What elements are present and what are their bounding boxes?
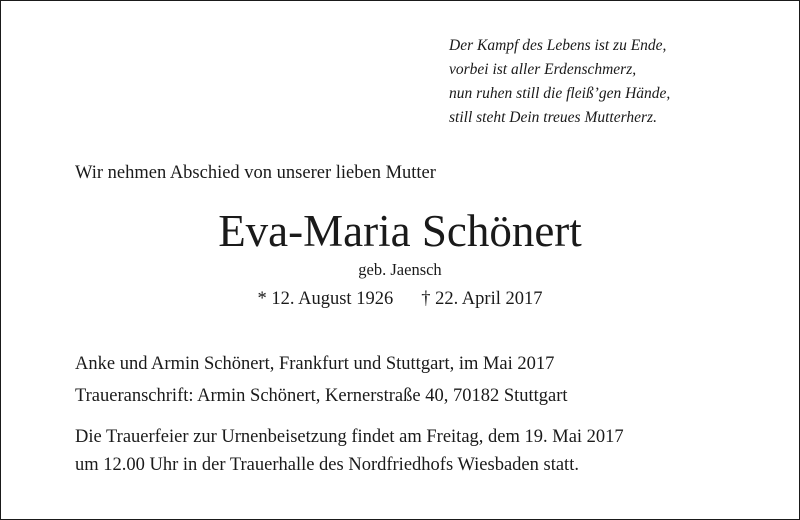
mourning-address: Traueranschrift: Armin Schönert, Kernerstraße 40, 70182 Stuttgart bbox=[75, 386, 568, 406]
intro-text: Wir nehmen Abschied von unserer lieben Mutter bbox=[75, 163, 436, 183]
poem-line: vorbei ist aller Erdenschmerz, bbox=[449, 61, 637, 78]
ceremony-line: Die Trauerfeier zur Urnenbeisetzung findet am Freitag, dem 19. Mai 2017 bbox=[75, 427, 624, 447]
poem-line: nun ruhen still die fleiß’gen Hände, bbox=[449, 85, 671, 102]
maiden-name: geb. Jaensch bbox=[358, 260, 442, 279]
poem-line: Der Kampf des Lebens ist zu Ende, bbox=[449, 37, 667, 54]
ceremony-line: um 12.00 Uhr in der Trauerhalle des Nordfriedhofs Wiesbaden statt. bbox=[75, 455, 579, 475]
death-date: † 22. April 2017 bbox=[421, 289, 543, 309]
family-line: Anke und Armin Schönert, Frankfurt und Stuttgart, im Mai 2017 bbox=[75, 354, 555, 374]
poem-verse bbox=[449, 34, 779, 130]
birth-date: * 12. August 1926 bbox=[257, 289, 394, 309]
ceremony-info bbox=[75, 423, 624, 479]
deceased-name: Eva-Maria Schönert bbox=[218, 206, 582, 256]
life-dates bbox=[0, 289, 800, 310]
poem-line: still steht Dein treues Mutterherz. bbox=[449, 109, 657, 126]
